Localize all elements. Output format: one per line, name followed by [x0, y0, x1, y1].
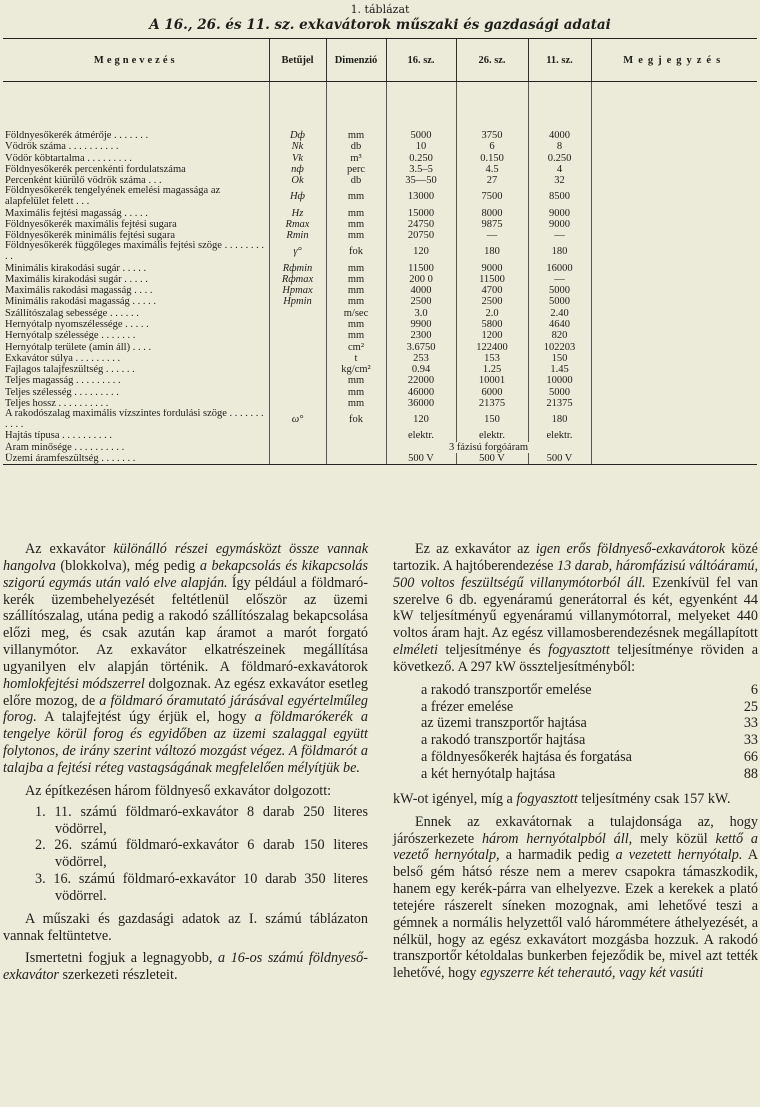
cell-no26: 3750	[456, 130, 528, 141]
cell-symbol: Nk	[269, 141, 326, 152]
cell-no11: 4000	[528, 130, 591, 141]
cell-symbol	[269, 430, 326, 441]
cell-dimension: mm	[326, 262, 386, 273]
cell-name: Üzemi áramfeszültség . . . . . . .	[3, 453, 269, 465]
cell-remarks	[591, 319, 757, 330]
cell-no11: —	[528, 274, 591, 285]
table-number: 1. táblázat	[350, 3, 410, 16]
cell-remarks	[591, 207, 757, 218]
power-breakdown	[393, 682, 758, 783]
paragraph-blocking	[3, 541, 368, 777]
cell-name: Hernyótalp szélessége . . . . . . .	[5, 330, 136, 342]
cell-name: Maximális kirakodási sugár . . . . .	[5, 273, 148, 285]
cell-remarks	[591, 330, 757, 341]
cell-symbol	[269, 387, 326, 398]
table-title: A 16., 26. és 11. sz. exkavátorok műszaki és gazdasági adatai	[149, 17, 611, 33]
cell-no16: 36000	[386, 398, 456, 409]
cell-name: A rakodószalag maximális vízszintes fordulási szöge . . . . . . . . . . .	[5, 409, 264, 430]
cell-no11: 102203	[528, 341, 591, 352]
cell-remarks	[591, 241, 757, 262]
cell-symbol: Hpmax	[269, 285, 326, 296]
text-run: dolgoznak. Az egész exkavátor esetleg előre mozog, de	[3, 675, 368, 709]
table-row	[3, 364, 757, 375]
cell-no26: 150	[456, 409, 528, 430]
cell-dimension: mm	[326, 296, 386, 307]
cell-remarks	[591, 353, 757, 364]
cell-dimension: mm	[326, 319, 386, 330]
cell-no16: 120	[386, 409, 456, 430]
table-row	[3, 219, 757, 230]
cell-symbol: Dф	[269, 130, 326, 141]
cell-no26: 153	[456, 353, 528, 364]
power-item-label: a rakodó transzportőr hajtása	[421, 732, 586, 749]
cell-name: Minimális kirakodási sugár . . . . .	[5, 262, 147, 274]
cell-no26: 6000	[456, 387, 528, 398]
cell-remarks	[591, 364, 757, 375]
cell-dimension: kg/cm²	[326, 364, 386, 375]
text-run: A belső gém hátsó része nem a merev csapokra támaszkodik, hanem egy kerék-párra van elhelyezve. Ezek a kerekek a plató tetejére rászerelt síneken mozognak, ami lehetővé teszi a gémnek a normális helyzettől való hárommétere áthelyezését, a nélkül, hogy az egész exkavátort mozgásba hozzuk. A rakodó transzportőr kétoldalas bunkerben fejeződik be, mivel azt tették lehetővé, hogy	[393, 847, 758, 982]
text-run: teljesítmény csak 157 kW.	[577, 790, 731, 807]
text-run: (blokkolva), még pedig	[55, 557, 200, 574]
cell-no26: 0.150	[456, 153, 528, 164]
cell-no16: 9900	[386, 319, 456, 330]
emphasis-text: egyszerre két teherautó, vagy két vasúti	[480, 965, 704, 982]
power-item-label: a rakodó transzportőr emelése	[421, 681, 592, 698]
cell-symbol: Rmax	[269, 219, 326, 230]
table-row	[3, 430, 757, 441]
cell-symbol	[269, 375, 326, 386]
cell-name: Teljes magasság . . . . . . . . .	[5, 375, 121, 387]
text-run: mely közül	[632, 830, 716, 847]
cell-remarks	[591, 453, 757, 465]
cell-current-type: 3 fázisú forgóáram	[386, 442, 591, 453]
cell-symbol	[269, 308, 326, 319]
cell-no26: 7500	[456, 186, 528, 207]
power-item-value: 66	[743, 749, 758, 766]
cell-no26: 6	[456, 141, 528, 152]
table-row	[3, 207, 757, 218]
cell-name: Áram minősége . . . . . . . . . .	[5, 441, 125, 453]
paragraph-consumed	[393, 791, 758, 808]
table-row	[3, 186, 757, 207]
emphasis-text: különálló részei egymásközt össze vannak hangolva	[3, 541, 368, 574]
cell-remarks	[591, 285, 757, 296]
cell-no16: 120	[386, 241, 456, 262]
cell-name: Földnyesőkerék percenkénti fordulatszáma	[5, 164, 186, 176]
emphasis-text: 13 darab, háromfázisú váltóáramú, 500 voltos feszültségű villanymótorból áll.	[393, 557, 758, 591]
power-item-label: a földnyesőkerék hajtása és forgatása	[421, 749, 632, 766]
cell-no16: 24750	[386, 219, 456, 230]
text-run: Az exkavátor	[25, 541, 114, 557]
cell-remarks	[591, 375, 757, 386]
cell-no11: 500 V	[528, 453, 591, 465]
cell-remarks	[591, 164, 757, 175]
cell-name: Vödör köbtartalma . . . . . . . . .	[5, 152, 132, 164]
table-row	[3, 353, 757, 364]
cell-remarks	[591, 409, 757, 430]
table-row	[3, 453, 757, 465]
cell-no16: 13000	[386, 186, 456, 207]
table-row	[3, 409, 757, 430]
cell-no11: elektr.	[528, 430, 591, 441]
cell-dimension: mm	[326, 285, 386, 296]
cell-remarks	[591, 262, 757, 273]
table-row	[3, 375, 757, 386]
cell-name: Percenként kiürülő vödrök száma . . .	[5, 175, 162, 187]
cell-name: Földnyesőkerék minimális fejtési sugara	[5, 230, 176, 242]
cell-no26: 8000	[456, 207, 528, 218]
table-row	[3, 153, 757, 164]
table-row	[3, 274, 757, 285]
power-item	[393, 699, 758, 716]
cell-no11: 5000	[528, 387, 591, 398]
table-row	[3, 308, 757, 319]
cell-no16: 35—50	[386, 175, 456, 186]
cell-name: Szállítószalag sebessége . . . . . .	[5, 307, 139, 319]
power-item	[393, 732, 758, 749]
cell-no11: 180	[528, 241, 591, 262]
cell-no11: 1.45	[528, 364, 591, 375]
table-row	[3, 387, 757, 398]
power-item-value: 33	[743, 732, 758, 749]
cell-name: Hernyótalp területe (amin áll) . . . .	[5, 341, 152, 353]
cell-no16: 0.250	[386, 153, 456, 164]
header-no16: 16. sz.	[386, 39, 456, 82]
cell-name: Exkavátor súlya . . . . . . . . .	[5, 352, 121, 364]
table-row	[3, 398, 757, 409]
cell-symbol: Rфmin	[269, 262, 326, 273]
cell-no16: 10	[386, 141, 456, 152]
cell-no11: 21375	[528, 398, 591, 409]
cell-remarks	[591, 219, 757, 230]
cell-dimension: mm	[326, 186, 386, 207]
cell-no11: 0.250	[528, 153, 591, 164]
table-row	[3, 296, 757, 307]
cell-no16: 3.5–5	[386, 164, 456, 175]
emphasis-text: kettő a vezető hernyótalp,	[393, 830, 758, 864]
cell-remarks	[591, 175, 757, 186]
cell-no26: 4.5	[456, 164, 528, 175]
cell-no26: 27	[456, 175, 528, 186]
table-row	[3, 141, 757, 152]
cell-remarks	[591, 274, 757, 285]
cell-no16: 3.0	[386, 308, 456, 319]
power-item	[393, 682, 758, 699]
power-item	[393, 766, 758, 783]
cell-no11: 5000	[528, 285, 591, 296]
cell-remarks	[591, 341, 757, 352]
cell-dimension: cm²	[326, 341, 386, 352]
header-dimension: Dimenzió	[326, 39, 386, 82]
cell-no16: 22000	[386, 375, 456, 386]
cell-remarks	[591, 230, 757, 241]
table-row	[3, 319, 757, 330]
cell-no26: 1.25	[456, 364, 528, 375]
cell-no11: —	[528, 230, 591, 241]
cell-symbol	[269, 398, 326, 409]
cell-no16: 2300	[386, 330, 456, 341]
text-run: A talajfejtést úgy érjük el, hogy	[36, 709, 255, 726]
cell-no11: 16000	[528, 262, 591, 273]
cell-no11: 8	[528, 141, 591, 152]
cell-name: Minimális rakodási magasság . . . . .	[5, 296, 157, 308]
cell-no11: 2.40	[528, 308, 591, 319]
power-item	[393, 749, 758, 766]
cell-symbol	[269, 353, 326, 364]
right-column	[393, 541, 758, 982]
cell-name: Maximális rakodási magasság . . . .	[5, 285, 153, 297]
cell-symbol: nф	[269, 164, 326, 175]
cell-symbol: Rmin	[269, 230, 326, 241]
table-row	[3, 285, 757, 296]
text-run: Így például a földmaró-kerék üzembehelyezését feltétlenül először az üzemi szállítószalag, utána pedig a rakodó szállítószalag bekapcsolása előzi meg, és csak azután kap áramot a marót forgató villanymótor. Az exkavátor elkatrészeinek megállítása ugyanilyen elv alapján történik. A földmaró-exkavátorok	[3, 574, 368, 675]
cell-symbol: Ok	[269, 175, 326, 186]
cell-name: Hernyótalp nyomszélessége . . . . .	[5, 319, 149, 330]
cell-no16: 3.6750	[386, 341, 456, 352]
cell-no16: 2500	[386, 296, 456, 307]
cell-dimension	[326, 430, 386, 441]
cell-no11: 150	[528, 353, 591, 364]
header-symbol: Betűjel	[269, 39, 326, 82]
cell-no16: 46000	[386, 387, 456, 398]
emphasis-text: a földmaró óramutató járásával egyértelműleg forog.	[3, 692, 369, 726]
power-item-label: az üzemi transzportőr hajtása	[421, 715, 587, 732]
cell-name: Földnyesőkerék maximális fejtési sugara	[5, 218, 177, 230]
cell-remarks	[591, 442, 757, 453]
cell-no26: 180	[456, 241, 528, 262]
cell-remarks	[591, 387, 757, 398]
cell-name: Földnyesőkerék átmérője . . . . . . .	[5, 130, 149, 142]
cell-no26: 10001	[456, 375, 528, 386]
cell-no11: 180	[528, 409, 591, 430]
cell-dimension: mm	[326, 330, 386, 341]
cell-no11: 4	[528, 164, 591, 175]
text-run: Ezenkívül fel van szerelve 6 db. egyenáramú generátorral és két, egyenként 44 kW teljesítményű egyenáramú villanymótorral, melyeket 440 voltos áram hajt. Az egész villamosberendezésnek megállapított	[393, 574, 759, 642]
cell-dimension: mm	[326, 219, 386, 230]
power-item-value: 33	[743, 715, 758, 732]
emphasis-text: a bekapcsolás és kikapcsolás szigorú egymás után való elve alapján.	[3, 557, 368, 591]
cell-name: Hajtás típusa . . . . . . . . . .	[5, 430, 113, 442]
cell-symbol	[269, 330, 326, 341]
cell-name: Földnyesőkerék tengelyének emelési magassága az alapfelület felett . . .	[5, 186, 221, 207]
cell-symbol: γ°	[269, 241, 326, 262]
cell-remarks	[591, 296, 757, 307]
cell-name: Maximális fejtési magasság . . . . .	[5, 207, 148, 219]
table-row	[3, 130, 757, 141]
cell-symbol	[269, 442, 326, 453]
cell-no26: elektr.	[456, 430, 528, 441]
cell-symbol: Hpmin	[269, 296, 326, 307]
cell-dimension: mm	[326, 130, 386, 141]
cell-symbol: ω°	[269, 409, 326, 430]
paragraph-excavators-intro: Az építkezésen három földnyeső exkavátor dolgozott:	[25, 782, 332, 799]
cell-dimension: mm	[326, 398, 386, 409]
cell-no16: elektr.	[386, 430, 456, 441]
cell-dimension: mm	[326, 387, 386, 398]
cell-no26: 4700	[456, 285, 528, 296]
emphasis-text: igen erős földnyeső-exkavátorok	[535, 541, 725, 557]
cell-no16: 15000	[386, 207, 456, 218]
text-run: közé tartozik. A hajtóberendezése	[393, 541, 758, 574]
cell-name: Teljes szélesség . . . . . . . . .	[5, 386, 119, 398]
cell-remarks	[591, 130, 757, 141]
cell-remarks	[591, 186, 757, 207]
cell-name: Teljes hossz . . . . . . . . . .	[5, 398, 109, 410]
cell-no16: 0.94	[386, 364, 456, 375]
cell-no16: 5000	[386, 130, 456, 141]
cell-symbol: Hz	[269, 207, 326, 218]
paragraph-no16-intro	[3, 950, 368, 984]
cell-symbol	[269, 453, 326, 465]
table-row	[3, 230, 757, 241]
cell-no16: 11500	[386, 262, 456, 273]
cell-no26: 9875	[456, 219, 528, 230]
left-column	[3, 541, 368, 984]
cell-dimension: mm	[326, 375, 386, 386]
cell-symbol	[269, 319, 326, 330]
table-row	[3, 262, 757, 273]
cell-no11: 5000	[528, 296, 591, 307]
emphasis-text: homlokfejtési módszerrel	[3, 675, 145, 692]
cell-no26: —	[456, 230, 528, 241]
cell-dimension: mm	[326, 274, 386, 285]
cell-dimension: db	[326, 175, 386, 186]
excavator-list	[3, 804, 368, 905]
cell-no11: 10000	[528, 375, 591, 386]
cell-no26: 2500	[456, 296, 528, 307]
cell-no16: 253	[386, 353, 456, 364]
header-remarks: Megjegyzés	[591, 39, 757, 82]
cell-remarks	[591, 153, 757, 164]
header-no11: 11. sz.	[528, 39, 591, 82]
header-name: Megnevezés	[3, 39, 269, 82]
cell-no26: 122400	[456, 341, 528, 352]
cell-no16: 500 V	[386, 453, 456, 465]
cell-no11: 4640	[528, 319, 591, 330]
table-body	[3, 82, 757, 465]
text-run: Ismertetni fogjuk a legnagyobb,	[25, 950, 218, 967]
cell-name: Vödrök száma . . . . . . . . . .	[5, 141, 119, 153]
emphasis-text: a vezetett hernyótalp.	[615, 847, 743, 864]
text-run: Ez az exkavátor az	[415, 541, 536, 557]
table-row	[3, 164, 757, 175]
cell-no16: 4000	[386, 285, 456, 296]
cell-no26: 11500	[456, 274, 528, 285]
cell-dimension	[326, 442, 386, 453]
cell-dimension: t	[326, 353, 386, 364]
cell-no26: 500 V	[456, 453, 528, 465]
text-run: Ennek az exkavátornak a tulajdonsága az, hogy járószerkezete	[393, 813, 758, 847]
cell-remarks	[591, 141, 757, 152]
power-item-label: a frézer emelése	[421, 698, 514, 715]
power-item-value: 25	[743, 698, 758, 715]
cell-no11: 9000	[528, 219, 591, 230]
cell-no26: 2.0	[456, 308, 528, 319]
table-row	[3, 330, 757, 341]
list-item: 1. 11. számú földmaró-exkavátor 8 darab 250 literes vödörrel,	[35, 803, 368, 837]
cell-no16: 20750	[386, 230, 456, 241]
power-item-value: 88	[743, 765, 758, 782]
text-run: a harmadik pedig	[499, 847, 616, 864]
text-run: szerkezeti részleteit.	[58, 967, 178, 984]
paragraph-table-ref: A műszaki és gazdasági adatok az I. számú táblázaton vannak feltüntetve.	[3, 910, 368, 944]
cell-symbol	[269, 341, 326, 352]
cell-dimension: mm	[326, 230, 386, 241]
cell-dimension: db	[326, 141, 386, 152]
list-item: 3. 16. számú földmaró-exkavátor 10 darab 350 literes vödörrel.	[35, 871, 368, 904]
table-row	[3, 241, 757, 262]
cell-symbol: Rфmax	[269, 274, 326, 285]
cell-no11: 820	[528, 330, 591, 341]
text-run: kW-ot igényel, míg a	[393, 790, 517, 807]
table-row	[3, 442, 757, 453]
emphasis-text: fogyasztott	[516, 790, 578, 807]
cell-dimension: perc	[326, 164, 386, 175]
table-row	[3, 175, 757, 186]
paragraph-crawler	[393, 814, 758, 982]
power-item	[393, 715, 758, 732]
cell-dimension: mm	[326, 207, 386, 218]
cell-remarks	[591, 430, 757, 441]
cell-dimension: fok	[326, 409, 386, 430]
emphasis-text: a 16-os számú földnyeső-exkavátor	[3, 950, 368, 984]
cell-no26: 1200	[456, 330, 528, 341]
cell-no26: 9000	[456, 262, 528, 273]
cell-no26: 21375	[456, 398, 528, 409]
list-item: 2. 26. számú földmaró-exkavátor 6 darab 150 literes vödörrel,	[35, 837, 368, 871]
header-no26: 26. sz.	[456, 39, 528, 82]
text-run: teljesítménye és	[437, 642, 549, 659]
cell-no11: 32	[528, 175, 591, 186]
table-header-row	[3, 39, 757, 82]
cell-dimension: m/sec	[326, 308, 386, 319]
cell-dimension: fok	[326, 241, 386, 262]
emphasis-text: elméleti	[393, 642, 438, 659]
technical-data-table	[3, 38, 757, 465]
cell-symbol: Vk	[269, 153, 326, 164]
cell-name: Fajlagos talajfeszültség . . . . . .	[5, 364, 135, 376]
paragraph-drive	[393, 541, 758, 676]
cell-no11: 8500	[528, 186, 591, 207]
cell-no11: 9000	[528, 207, 591, 218]
cell-name: Földnyesőkerék függőleges maximális fejtési szöge . . . . . . . . . .	[5, 241, 264, 262]
emphasis-text: három hernyótalpból áll,	[481, 830, 633, 847]
table-spacer-row	[3, 82, 757, 131]
cell-remarks	[591, 398, 757, 409]
cell-symbol	[269, 364, 326, 375]
emphasis-text: a földmarókerék a tengelye körül forog és egyidőben az üzemi szalaggal együtt folytonos, de irány szerint változó mozgást végez. A földmarót a talajba a fejtési réteg vastagságának megfelelően mélyítjük be.	[3, 709, 368, 776]
cell-no26: 5800	[456, 319, 528, 330]
cell-symbol: Hф	[269, 186, 326, 207]
cell-dimension: m³	[326, 153, 386, 164]
table-row	[3, 341, 757, 352]
power-item-label: a két hernyótalp hajtása	[421, 765, 556, 782]
text-run: teljesítménye röviden a következő. A 297 kW összteljesítményből:	[393, 642, 758, 675]
cell-dimension	[326, 453, 386, 465]
power-item-value: 6	[750, 681, 758, 698]
cell-remarks	[591, 308, 757, 319]
cell-no16: 200 0	[386, 274, 456, 285]
emphasis-text: fogyasztott	[548, 642, 610, 659]
